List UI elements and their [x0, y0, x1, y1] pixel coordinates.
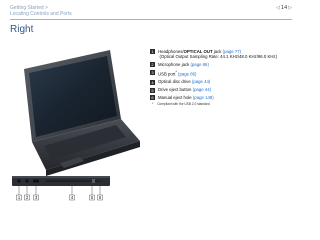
page-navigation	[276, 5, 292, 11]
optical-drive-slot	[46, 181, 98, 182]
page-link[interactable]: (page 44)	[192, 87, 212, 93]
callout-4: 4	[70, 195, 74, 200]
component-list	[150, 49, 295, 107]
page-link[interactable]: (page 86)	[176, 71, 197, 77]
header-divider	[10, 19, 292, 20]
page-link[interactable]: (page 44)	[191, 79, 211, 85]
list-item	[150, 95, 295, 100]
list-item	[150, 87, 295, 92]
list-item	[150, 70, 295, 77]
list-item	[150, 79, 295, 84]
footnote-marker: *	[175, 70, 177, 75]
item-description	[158, 49, 277, 60]
item-label-suffix: jack	[212, 49, 223, 54]
breadcrumb-page: Locating Controls and Ports	[10, 11, 72, 17]
next-page-icon[interactable]: ▷	[288, 5, 292, 11]
page-header	[10, 5, 292, 25]
item-description	[158, 87, 211, 92]
previous-page-icon[interactable]: ◁	[276, 5, 281, 11]
item-number-badge: 2	[151, 62, 154, 68]
laptop-base	[32, 119, 140, 176]
item-number-badge: 1	[151, 49, 154, 55]
breadcrumb-separator: >	[45, 5, 48, 11]
item-label: USB port	[158, 71, 176, 77]
item-description	[158, 95, 214, 100]
item-number-badge: 4	[151, 79, 154, 85]
callout-labels	[10, 183, 110, 201]
list-item	[150, 62, 295, 67]
callout-3: 3	[34, 195, 38, 200]
page-link[interactable]: (page 86)	[190, 62, 209, 68]
item-label: Drive eject button	[158, 87, 193, 93]
item-description	[158, 70, 196, 77]
section-title: Right	[10, 24, 34, 35]
item-number-badge: 6	[151, 95, 154, 101]
item-description	[158, 79, 210, 84]
item-number-badge: 3	[151, 70, 154, 76]
footnote	[152, 102, 295, 106]
page-number: 14	[281, 5, 288, 11]
page-link[interactable]: (page 77)	[222, 49, 242, 54]
item-number-badge: 5	[151, 87, 154, 93]
item-label: Optical disc drive	[158, 79, 192, 85]
item-label: Headphones/	[158, 49, 184, 54]
footnote-text: Compliant with the USB 2.0 standard.	[157, 102, 211, 107]
callout-1: 1	[17, 195, 21, 200]
item-subtext: (Optical Output Sampling Rate: 44.1 KHz/48.0 KHz/96.0 KHz)	[159, 54, 278, 60]
item-label: Microphone jack	[158, 62, 191, 68]
list-item	[150, 49, 295, 60]
page-link[interactable]: (page 148)	[192, 95, 214, 101]
item-label: Manual eject hole	[158, 95, 193, 101]
callout-6: 6	[98, 195, 102, 200]
footnote-mark: *	[152, 102, 154, 107]
callout-2: 2	[25, 195, 29, 200]
callout-5: 5	[90, 195, 94, 200]
item-description	[158, 62, 209, 67]
breadcrumb-section[interactable]: Getting Started	[10, 5, 44, 11]
manual-eject-hole-icon	[99, 180, 100, 181]
laptop-lid	[24, 50, 121, 142]
item-label-bold: OPTICAL OUT	[183, 49, 213, 54]
